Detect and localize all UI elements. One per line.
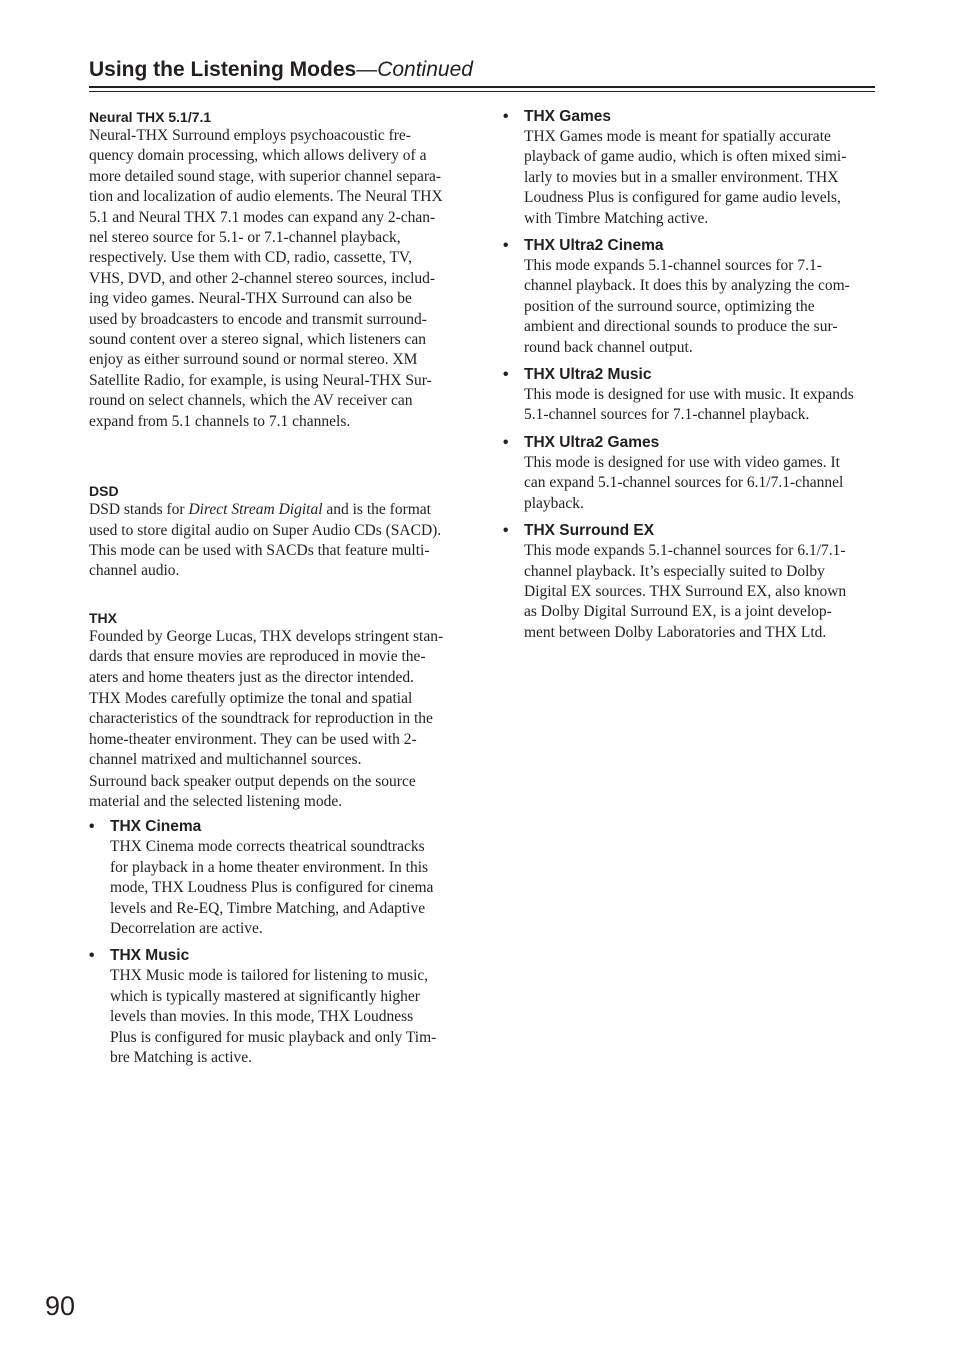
list-item-title	[503, 236, 883, 256]
text-line: as Dolby Digital Surround EX, is a joint develop-	[524, 603, 832, 621]
list-item-title	[503, 521, 883, 541]
list-item-thx-music	[89, 946, 469, 1068]
text-line: sound content over a stereo signal, which listeners can	[89, 331, 427, 349]
list-item-title	[89, 817, 469, 837]
text-line: used to store digital audio on Super Audio CDs (SACD).	[89, 521, 442, 539]
bullet-icon: •	[503, 237, 509, 255]
text-line: ment between Dolby Laboratories and THX Ltd.	[524, 623, 827, 641]
right-column	[503, 107, 883, 650]
header-rule-thin	[89, 91, 875, 92]
text-line: used by broadcasters to encode and transmit surround-	[89, 310, 427, 328]
list-item-body	[503, 541, 883, 643]
list-item-thx-ultra2-cinema	[503, 236, 883, 358]
text-line: enjoy as either surround sound or normal stereo. XM	[89, 351, 418, 369]
text-line: THX Games mode is meant for spatially accurate	[524, 128, 831, 145]
list-item-thx-games	[503, 107, 883, 229]
text-line: Founded by George Lucas, THX develops stringent stan-	[89, 627, 444, 645]
list-item-thx-ultra2-games	[503, 433, 883, 514]
text-line: characteristics of the soundtrack for reproduction in the	[89, 710, 433, 728]
text-line: more detailed sound stage, with superior channel separa-	[89, 167, 442, 185]
bullet-icon: •	[503, 433, 509, 451]
list-item-body	[503, 127, 883, 229]
header-rule	[89, 86, 875, 88]
section-heading-thx: THX	[89, 609, 117, 626]
text-line: home-theater environment. They can be used with 2-	[89, 730, 417, 748]
text-line: This mode is designed for use with music. It expands	[524, 386, 854, 404]
text-line: levels than movies. In this mode, THX Loudness	[110, 1008, 414, 1026]
page-number: 90	[45, 1291, 76, 1321]
text-line: larly to movies but in a smaller environment. THX	[524, 168, 839, 186]
text-line: ambient and directional sounds to produce the sur-	[524, 318, 838, 336]
text-line: VHS, DVD, and other 2-channel stereo sources, includ-	[89, 269, 436, 287]
bullet-icon: •	[503, 108, 509, 125]
text-line: levels and Re-EQ, Timbre Matching, and Adaptive	[110, 899, 426, 917]
text-line: mode, THX Loudness Plus is configured for cinema	[110, 879, 434, 897]
list-item-title-text: THX Music	[110, 947, 190, 965]
text-line: THX Cinema mode corrects theatrical soundtracks	[110, 838, 425, 856]
thx-paragraph-1	[89, 627, 469, 688]
list-item-title	[503, 365, 883, 385]
text-line: Digital EX sources. THX Surround EX, also known	[524, 582, 847, 600]
text-line: This mode expands 5.1-channel sources for 6.1/7.1-	[524, 542, 846, 560]
section-thx	[89, 609, 469, 1069]
list-item-body	[503, 453, 883, 514]
dsd-paragraph	[89, 500, 469, 582]
text-line: Decorrelation are active.	[110, 920, 263, 937]
text-line: 5.1-channel sources for 7.1-channel playback.	[524, 406, 810, 424]
text-line: tion and localization of audio elements. The Neural THX	[89, 188, 443, 206]
text-line: respectively. Use them with CD, radio, cassette, TV,	[89, 249, 412, 267]
text-line: for playback in a home theater environment. In this	[110, 858, 429, 876]
list-item-title-text: THX Cinema	[110, 818, 202, 836]
text-line: expand from 5.1 channels to 7.1 channels.	[89, 412, 351, 430]
text-line: Satellite Radio, for example, is using Neural-THX Sur-	[89, 371, 432, 389]
text-line: round back channel output.	[524, 338, 693, 356]
list-item-title	[503, 433, 883, 453]
header-title-text: Using the Listening Modes	[89, 58, 357, 81]
text-line: playback.	[524, 494, 584, 512]
text-line: dards that ensure movies are reproduced in movie the-	[89, 648, 426, 666]
text-line: playback of game audio, which is often mixed simi-	[524, 148, 847, 166]
list-item-title	[89, 946, 469, 966]
dsd-text-emphasis: Direct Stream Digital	[188, 501, 323, 519]
bullet-icon: •	[503, 522, 509, 540]
left-column	[89, 108, 469, 1075]
list-item-body	[503, 385, 883, 426]
text-line: This mode is designed for use with video games. It	[524, 453, 840, 471]
text-line: nel stereo source for 5.1- or 7.1-channel playback,	[89, 229, 401, 247]
list-item-thx-surround-ex	[503, 521, 883, 643]
text-line: THX Modes carefully optimize the tonal and spatial	[89, 689, 413, 707]
neural-thx-paragraph	[89, 126, 469, 432]
text-line: Neural-THX Surround employs psychoacoustic fre-	[89, 127, 411, 144]
section-dsd	[89, 482, 469, 582]
text-line: ing video games. Neural-THX Surround can also be	[89, 290, 412, 308]
list-item-thx-ultra2-music	[503, 365, 883, 426]
list-item-title-text: THX Ultra2 Games	[524, 433, 660, 451]
text-line: quency domain processing, which allows delivery of a	[89, 147, 427, 165]
text-line: This mode expands 5.1-channel sources for 7.1-	[524, 257, 822, 275]
list-item-body	[89, 837, 469, 939]
text-line: channel playback. It’s especially suited to Dolby	[524, 562, 825, 580]
text-line: This mode can be used with SACDs that feature multi-	[89, 541, 430, 559]
text-line: aters and home theaters just as the director intended.	[89, 668, 414, 686]
list-item-title-text: THX Ultra2 Cinema	[524, 237, 664, 255]
text-line: channel playback. It does this by analyzing the com-	[524, 277, 850, 295]
list-item-title	[503, 107, 883, 127]
thx-paragraph-3	[89, 772, 469, 813]
dsd-text-pre: DSD stands for	[89, 501, 189, 519]
text-line: 5.1 and Neural THX 7.1 modes can expand any 2-chan-	[89, 208, 436, 226]
text-line: Surround back speaker output depends on the source	[89, 772, 416, 790]
list-item-title-text: THX Games	[524, 108, 612, 125]
text-line	[89, 500, 469, 520]
thx-mode-list	[89, 817, 469, 1068]
section-heading-dsd: DSD	[89, 483, 119, 500]
section-neural-thx	[89, 108, 469, 432]
bullet-icon: •	[89, 947, 95, 965]
text-line: position of the surround source, optimizing the	[524, 297, 815, 315]
list-item-title-text: THX Ultra2 Music	[524, 366, 652, 384]
page-header-title	[89, 56, 473, 84]
bullet-icon: •	[503, 366, 509, 384]
dsd-text-post: and is the format	[322, 501, 431, 519]
text-line: THX Music mode is tailored for listening to music,	[110, 967, 429, 985]
header-continued-text: —Continued	[356, 58, 473, 81]
text-line: Plus is configured for music playback and only Tim-	[110, 1028, 437, 1046]
list-item-thx-cinema	[89, 817, 469, 939]
text-line: round on select channels, which the AV receiver can	[89, 392, 413, 410]
bullet-icon: •	[89, 818, 95, 836]
list-item-body	[89, 966, 469, 1068]
text-line: bre Matching is active.	[110, 1049, 253, 1067]
list-item-title-text: THX Surround EX	[524, 522, 655, 540]
text-line: Loudness Plus is configured for game audio levels,	[524, 189, 841, 207]
text-line: which is typically mastered at significantly higher	[110, 987, 420, 1005]
text-line: can expand 5.1-channel sources for 6.1/7.1-channel	[524, 474, 844, 492]
thx-paragraph-2	[89, 689, 469, 771]
text-line: material and the selected listening mode.	[89, 792, 343, 810]
text-line: channel audio.	[89, 562, 180, 580]
list-item-body	[503, 256, 883, 358]
text-line: with Timbre Matching active.	[524, 209, 709, 227]
section-heading-neural-thx: Neural THX 5.1/7.1	[89, 109, 212, 125]
text-line: channel matrixed and multichannel sources.	[89, 751, 362, 769]
